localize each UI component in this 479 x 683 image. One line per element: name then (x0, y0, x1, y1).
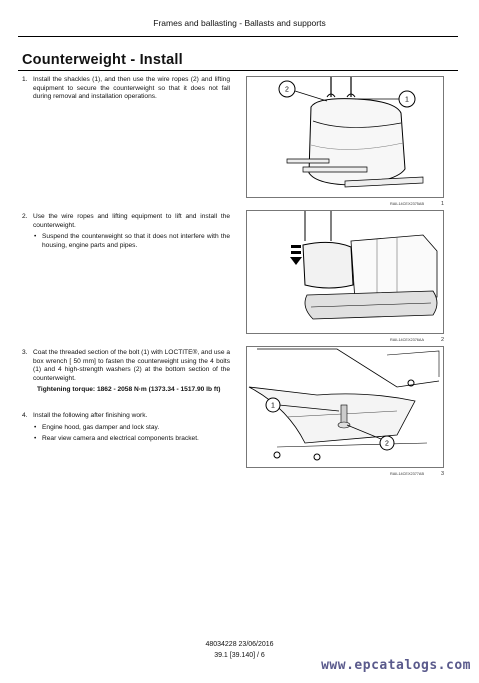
figure-2 (246, 210, 444, 334)
step-text: Use the wire ropes and lifting equipment to lift and install the counterweight. (33, 213, 230, 229)
callout-label: 2 (285, 86, 289, 94)
document-reference: 48034228 23/06/2016 (205, 641, 274, 648)
step-text: Coat the threaded section of the bolt (1) with LOCTITE®, and use a box wrench [ 50 mm] to fasten the counterweight using the 4 bolts (1) and 4 high-strength washers (2) at the bottom section of the counterweight. (33, 349, 230, 382)
counterweight-installation-illustration (247, 211, 443, 333)
section-header: Frames and ballasting - Ballasts and supports (153, 18, 326, 28)
step-3 (22, 349, 230, 395)
figure-number: 1 (440, 201, 444, 207)
bullet-item: • Engine hood, gas damper and lock stay. (33, 424, 230, 433)
figure-code: RAIL14CEX2376AA (390, 338, 424, 342)
figure-number: 3 (440, 471, 444, 477)
step-1 (22, 76, 230, 102)
step-number: 2. (22, 213, 28, 220)
step-text: Install the shackles (1), and then use the wire ropes (2) and lifting equipment to secure the counterweight so that it does not fall during removal and installation operations. (33, 76, 230, 101)
figure-3 (246, 346, 444, 468)
title-rule (18, 70, 458, 71)
figure-code: RAIL14CEX2375AB (390, 202, 424, 206)
callout-label: 1 (405, 96, 409, 104)
bullet-item: • Rear view camera and electrical components bracket. (33, 435, 230, 444)
step-4 (22, 412, 230, 444)
counterweight-bolt-illustration (247, 347, 443, 467)
step-number: 4. (22, 412, 28, 419)
counterweight-lifting-illustration (247, 77, 443, 197)
header-rule (18, 36, 458, 37)
torque-note: Tightening torque: 1862 - 2058 N·m (1373.34 - 1517.90 lb ft) (37, 386, 221, 394)
bullet-item: • Suspend the counterweight so that it does not interfere with the housing, engine parts and pipes. (33, 233, 230, 250)
figure-code: RAIL14CEX2377AB (390, 472, 424, 476)
page-title: Counterweight - Install (22, 52, 183, 68)
figure-number: 2 (440, 337, 444, 343)
step-text: Install the following after finishing work. (33, 412, 148, 419)
watermark: www.epcatalogs.com (321, 658, 471, 673)
step-2 (22, 213, 230, 250)
callout-label: 2 (385, 440, 389, 448)
page-reference: 39.1 [39.140] / 6 (214, 652, 265, 659)
step-number: 1. (22, 76, 28, 83)
figure-1 (246, 76, 444, 198)
step-number: 3. (22, 349, 28, 356)
callout-label: 1 (271, 402, 275, 410)
